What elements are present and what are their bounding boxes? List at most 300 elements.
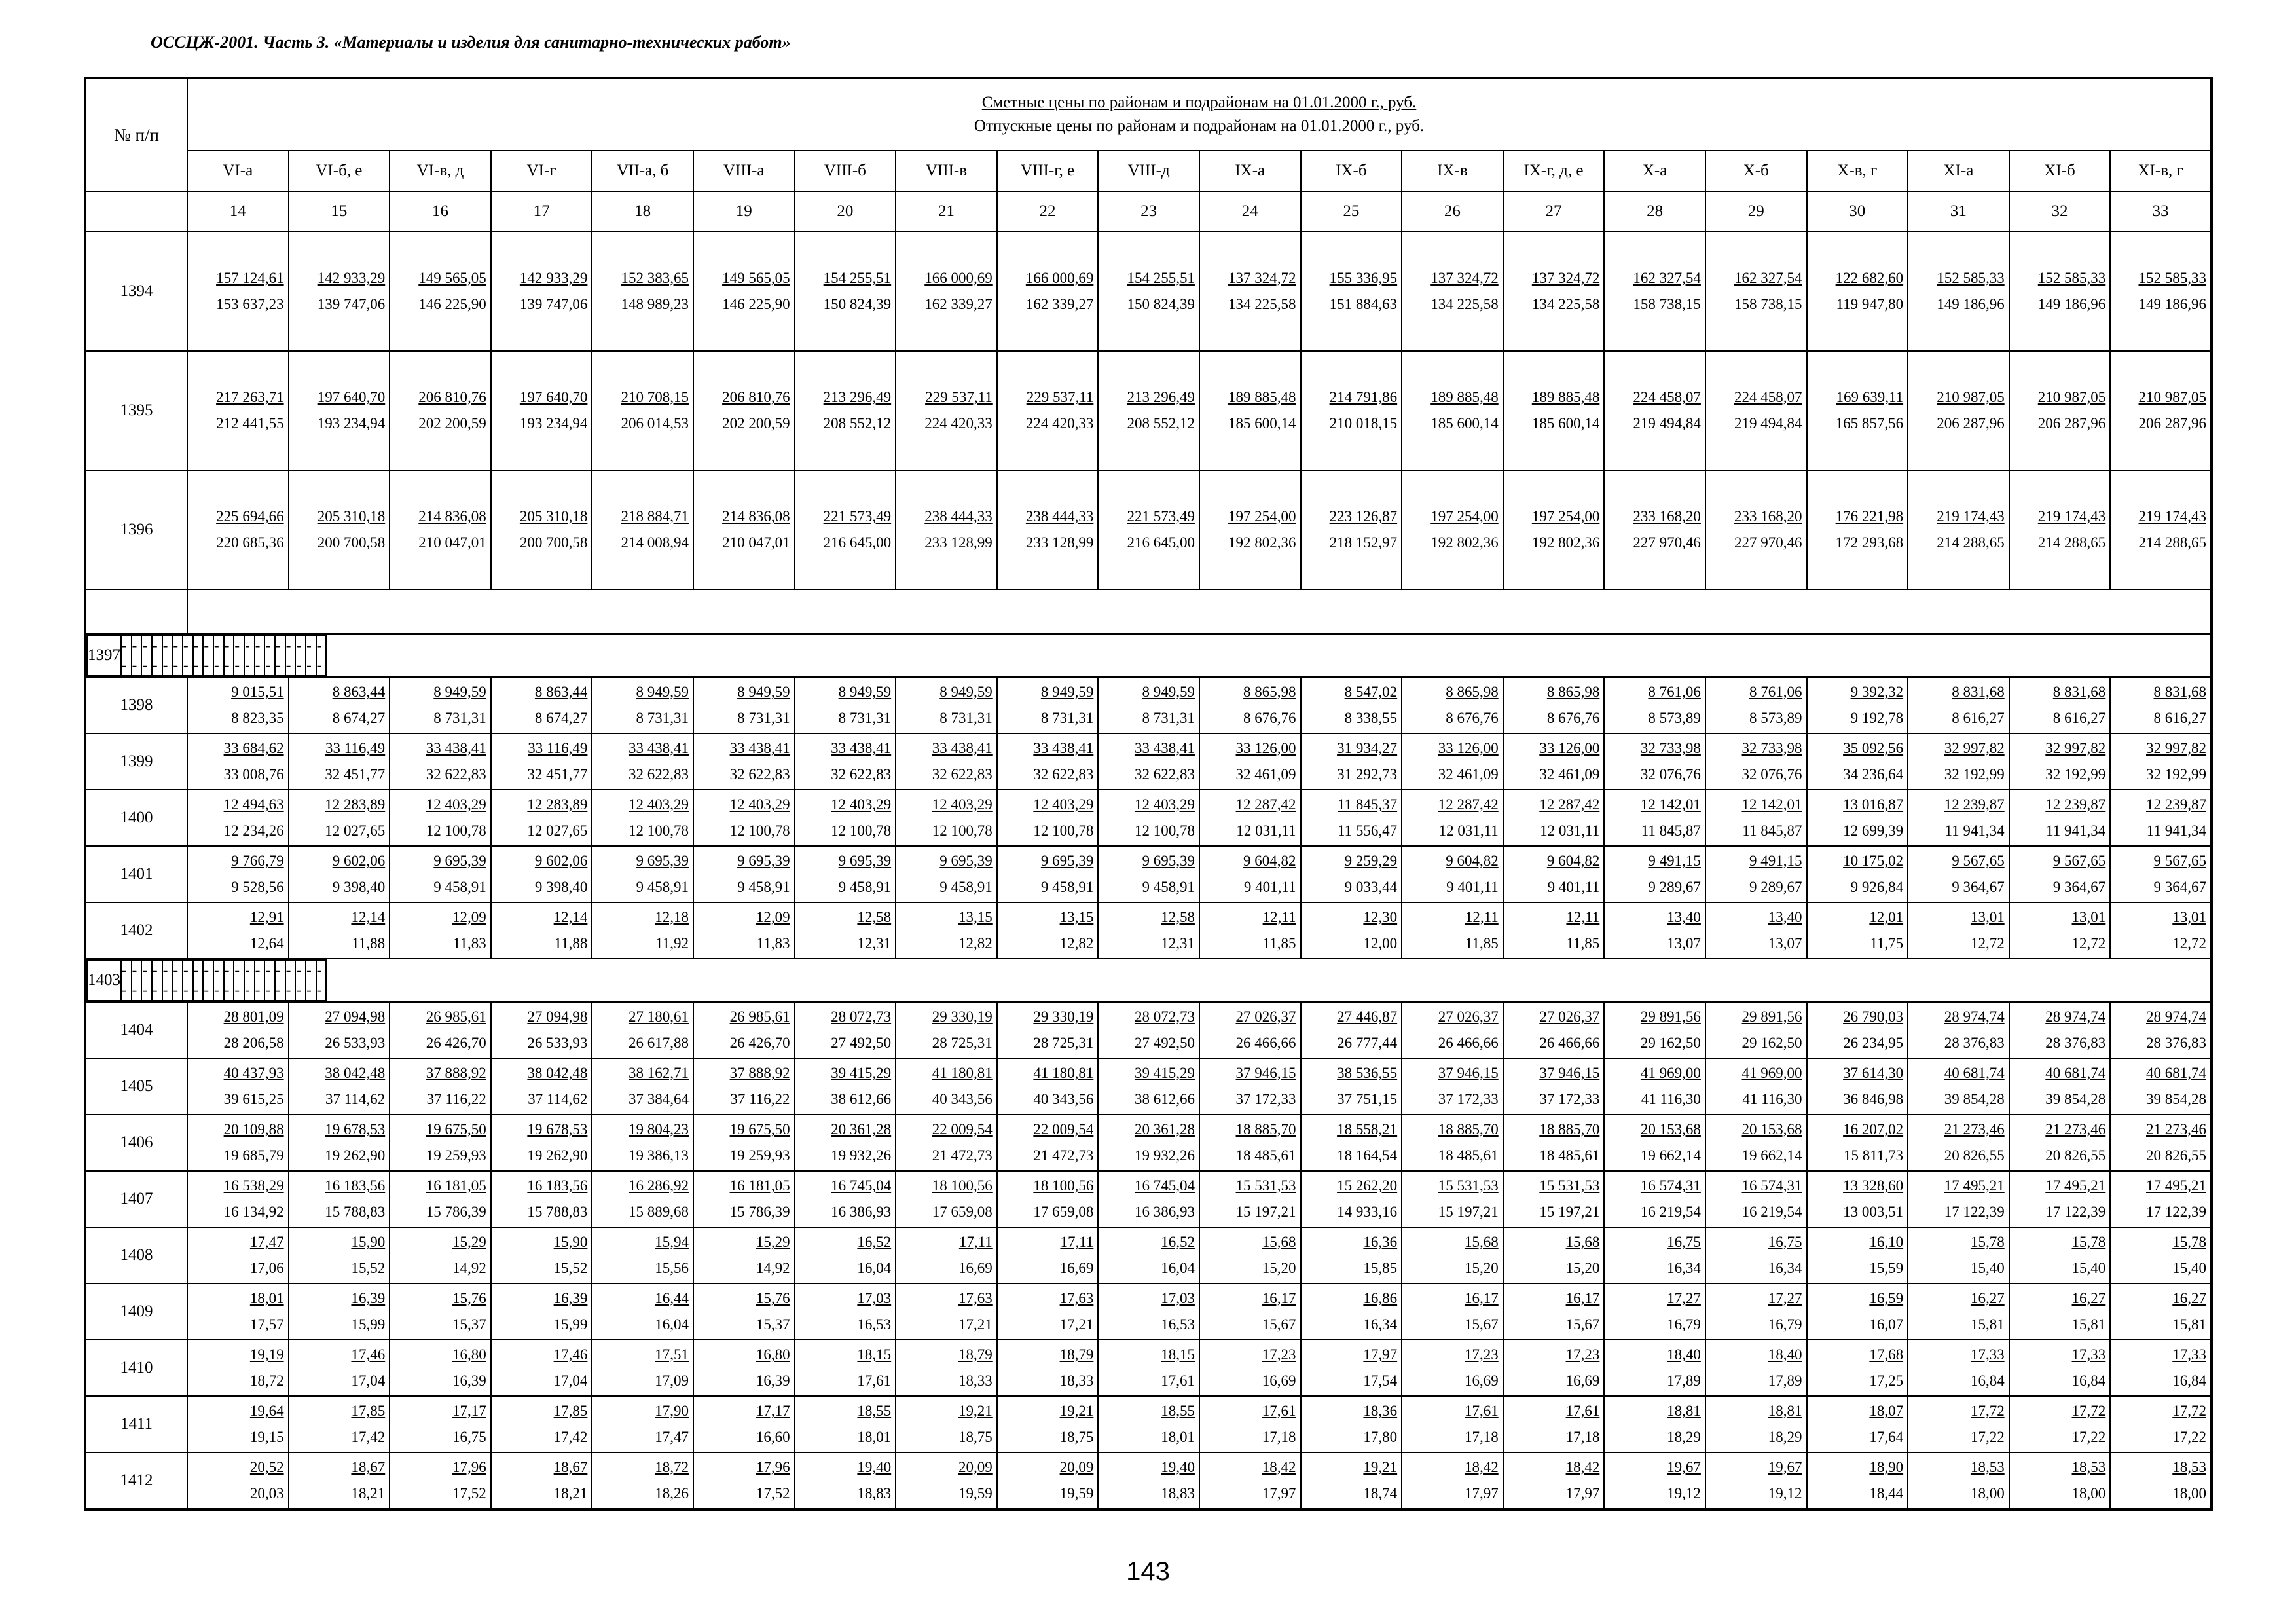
estimate-price: 16,17 (1262, 1290, 1296, 1306)
release-price: 9 926,84 (1850, 879, 1904, 895)
price-cell (162, 635, 173, 676)
estimate-price: 16 538,29 (223, 1177, 284, 1194)
price-cell (693, 902, 795, 959)
estimate-price: 210 987,05 (1937, 389, 2005, 405)
row-number (85, 589, 187, 634)
price-cell (491, 1283, 592, 1340)
release-price: 26 466,66 (1539, 1035, 1600, 1051)
release-price: 12 100,78 (628, 822, 689, 839)
estimate-price: 28 974,74 (2045, 1008, 2106, 1025)
price-cell (187, 1115, 289, 1171)
release-price: 202 200,59 (418, 415, 486, 432)
estimate-price: 17,97 (1363, 1346, 1398, 1363)
release-price: 18,29 (1667, 1429, 1701, 1445)
price-cell (1807, 846, 1908, 902)
release-price: - (276, 982, 281, 998)
price-cell (390, 232, 491, 351)
release-price: 28 725,31 (1033, 1035, 1094, 1051)
price-cell (1199, 1283, 1301, 1340)
price-cell (289, 677, 390, 733)
release-price: 8 676,76 (1446, 710, 1499, 726)
release-price: 12 031,11 (1438, 822, 1499, 839)
release-price: 16 219,54 (1741, 1204, 1802, 1220)
release-price: - (296, 982, 302, 998)
table-row (85, 1283, 2212, 1340)
row-number: 1399 (85, 733, 187, 790)
release-price: 17,54 (1363, 1373, 1398, 1389)
release-price: 32 451,77 (325, 766, 386, 783)
release-price: 19 685,79 (223, 1147, 284, 1164)
price-cell (1503, 351, 1605, 470)
estimate-price: 41 180,81 (932, 1065, 993, 1081)
estimate-price: - (306, 962, 312, 978)
estimate-price: 17,17 (756, 1403, 790, 1419)
release-price: 12,00 (1363, 935, 1398, 951)
release-price: 139 747,06 (317, 296, 386, 312)
column-number: 30 (1807, 191, 1908, 232)
release-price: 32 622,83 (426, 766, 486, 783)
table-row (85, 1452, 2212, 1509)
price-cell (2110, 846, 2212, 902)
estimate-price: 12,11 (1566, 909, 1600, 925)
estimate-price: 29 891,56 (1640, 1008, 1701, 1025)
release-price: 26 466,66 (1235, 1035, 1296, 1051)
release-price: 19,59 (958, 1485, 993, 1502)
estimate-price: 17,11 (958, 1234, 993, 1250)
release-price: 39 615,25 (223, 1091, 284, 1107)
estimate-price: 224 458,07 (1734, 389, 1802, 405)
estimate-price: 18,42 (1464, 1459, 1499, 1475)
estimate-price: 18,42 (1565, 1459, 1600, 1475)
release-price: 185 600,14 (1430, 415, 1499, 432)
release-price: 17,89 (1768, 1373, 1802, 1389)
release-price: 12 031,11 (1236, 822, 1296, 839)
estimate-price: 12 403,29 (1033, 796, 1094, 813)
price-cell (1503, 1171, 1605, 1227)
price-cell (172, 635, 183, 676)
estimate-price: 16,80 (756, 1346, 790, 1363)
release-price: - (285, 657, 291, 673)
estimate-price: 17 495,21 (1944, 1177, 2005, 1194)
estimate-price: - (162, 962, 168, 978)
price-cell (592, 1002, 693, 1058)
price-cell (1705, 351, 1807, 470)
price-cell (1503, 677, 1605, 733)
estimate-price: 15,78 (2172, 1234, 2206, 1250)
price-cell (1098, 677, 1199, 733)
release-price: 8 674,27 (534, 710, 588, 726)
release-price: 15,40 (2071, 1260, 2106, 1276)
price-cell (1604, 1171, 1705, 1227)
price-cell (1705, 733, 1807, 790)
price-cell (1402, 902, 1503, 959)
release-price: 38 612,66 (1134, 1091, 1195, 1107)
price-cell (289, 470, 390, 589)
estimate-price: 15,68 (1262, 1234, 1296, 1250)
estimate-price: 19 804,23 (628, 1121, 689, 1137)
release-price: 28 376,83 (1944, 1035, 2005, 1051)
price-cell (289, 1115, 390, 1171)
price-cell (2110, 1058, 2212, 1115)
price-cell (275, 960, 285, 1001)
release-price: 149 186,96 (1937, 296, 2005, 312)
price-cell (592, 1283, 693, 1340)
release-price: 17,97 (1262, 1485, 1296, 1502)
estimate-price: 15,76 (756, 1290, 790, 1306)
release-price: - (142, 657, 148, 673)
price-cell (2110, 1002, 2212, 1058)
release-price: 224 420,33 (924, 415, 993, 432)
price-cell (390, 1227, 491, 1283)
release-price: 134 225,58 (1531, 296, 1600, 312)
estimate-price: 17,68 (1869, 1346, 1904, 1363)
table-row (85, 1002, 2212, 1058)
estimate-price: 26 790,03 (1843, 1008, 1904, 1025)
estimate-price: 18 100,56 (1033, 1177, 1094, 1194)
release-price: 32 622,83 (628, 766, 689, 783)
estimate-price: 8 547,02 (1344, 684, 1398, 700)
release-price: - (214, 657, 219, 673)
price-cell (1402, 1396, 1503, 1452)
price-cell (997, 677, 1099, 733)
row-number: 1401 (85, 846, 187, 902)
estimate-price: 137 324,72 (1228, 270, 1296, 286)
release-price: 220 685,36 (216, 534, 284, 551)
estimate-price: 12 403,29 (1134, 796, 1195, 813)
estimate-price: 18,01 (249, 1290, 284, 1306)
release-price: 19 662,14 (1640, 1147, 1701, 1164)
release-price: 11 845,87 (1641, 822, 1701, 839)
release-price: 14 933,16 (1337, 1204, 1398, 1220)
estimate-price: 38 536,55 (1337, 1065, 1398, 1081)
estimate-price: 16,27 (2071, 1290, 2106, 1306)
estimate-price: 210 708,15 (621, 389, 689, 405)
release-price: 16,69 (958, 1260, 993, 1276)
estimate-price: - (276, 637, 281, 654)
price-cell (1301, 790, 1402, 846)
price-cell (1705, 902, 1807, 959)
price-cell (1807, 1396, 1908, 1452)
release-price: 17,64 (1869, 1429, 1904, 1445)
estimate-price: 166 000,69 (924, 270, 993, 286)
release-price: 26 426,70 (426, 1035, 486, 1051)
page-number: 143 (1126, 1557, 1170, 1586)
estimate-price: 16,52 (857, 1234, 892, 1250)
price-cell (187, 232, 289, 351)
release-price: 19 262,90 (325, 1147, 386, 1164)
price-cell (2009, 1340, 2111, 1396)
release-price: 18,75 (958, 1429, 993, 1445)
price-cell (1503, 1058, 1605, 1115)
column-number: 23 (1098, 191, 1199, 232)
estimate-price: 10 175,02 (1843, 853, 1904, 869)
estimate-price: 155 336,95 (1329, 270, 1398, 286)
price-cell (2110, 1227, 2212, 1283)
estimate-price: 219 174,43 (1937, 508, 2005, 525)
price-cell (1503, 1283, 1605, 1340)
release-price: 17 122,39 (2146, 1204, 2206, 1220)
price-cell (1604, 470, 1705, 589)
release-price: 18,01 (1161, 1429, 1195, 1445)
price-cell (896, 733, 997, 790)
price-cell (491, 1340, 592, 1396)
price-cell (1402, 1227, 1503, 1283)
release-price: 37 114,62 (325, 1091, 386, 1107)
release-price: 9 401,11 (1243, 879, 1296, 895)
release-price: 11,85 (1262, 935, 1296, 951)
estimate-price: 17,63 (1059, 1290, 1094, 1306)
estimate-price: 17,96 (452, 1459, 486, 1475)
estimate-price: 9 392,32 (1850, 684, 1904, 700)
release-price: 15,56 (655, 1260, 689, 1276)
release-price: 19,59 (1059, 1485, 1094, 1502)
price-cell (1503, 902, 1605, 959)
release-price: - (162, 657, 168, 673)
release-price: - (285, 982, 291, 998)
estimate-price: 17,23 (1262, 1346, 1296, 1363)
release-price: 37 116,22 (730, 1091, 790, 1107)
release-price: 16,84 (1970, 1373, 2005, 1389)
price-cell (491, 1396, 592, 1452)
release-price: 151 884,63 (1329, 296, 1398, 312)
release-price: 208 552,12 (823, 415, 892, 432)
price-cell (1199, 1002, 1301, 1058)
price-cell (997, 1002, 1099, 1058)
price-cell (693, 1227, 795, 1283)
estimate-price: 37 614,30 (1843, 1065, 1904, 1081)
release-price: 8 676,76 (1546, 710, 1600, 726)
estimate-price: 16,10 (1869, 1234, 1904, 1250)
price-cell (1301, 902, 1402, 959)
estimate-price: 214 836,08 (418, 508, 486, 525)
estimate-price: 19,19 (249, 1346, 284, 1363)
price-cell (390, 902, 491, 959)
price-table-body (85, 78, 2212, 1509)
release-price: 18,74 (1363, 1485, 1398, 1502)
title-line-release: Отпускные цены по районам и подрайонам на 01.01.2000 г., руб. (974, 117, 1425, 135)
price-cell (693, 677, 795, 733)
release-price: 11 556,47 (1337, 822, 1398, 839)
price-cell (2110, 677, 2212, 733)
release-price: 9 458,91 (636, 879, 689, 895)
estimate-price: 217 263,71 (216, 389, 284, 405)
estimate-price: 17,96 (756, 1459, 790, 1475)
column-number: 17 (491, 191, 592, 232)
price-cell (1908, 902, 2009, 959)
release-price: 17,21 (1059, 1316, 1094, 1333)
price-cell (2110, 1396, 2212, 1452)
estimate-price: 12,14 (553, 909, 588, 925)
release-price: 15 788,83 (527, 1204, 588, 1220)
estimate-price: 18,79 (958, 1346, 993, 1363)
release-price: 32 192,99 (2146, 766, 2206, 783)
estimate-price: 33 126,00 (1235, 740, 1296, 756)
price-cell (2009, 1396, 2111, 1452)
price-cell (1301, 1340, 1402, 1396)
price-cell (1098, 733, 1199, 790)
column-number: 14 (187, 191, 289, 232)
release-price: 39 854,28 (1944, 1091, 2005, 1107)
price-cell (592, 790, 693, 846)
price-cell (1705, 1115, 1807, 1171)
estimate-price: - (132, 962, 137, 978)
estimate-price: - (142, 962, 148, 978)
price-cell (2110, 1452, 2212, 1509)
price-cell (285, 960, 296, 1001)
price-cell (592, 846, 693, 902)
estimate-price: 15 531,53 (1539, 1177, 1600, 1194)
price-cell (1908, 1396, 2009, 1452)
price-cell (1503, 1227, 1605, 1283)
release-price: - (224, 982, 230, 998)
estimate-price: 33 438,41 (1134, 740, 1195, 756)
price-cell (1807, 1002, 1908, 1058)
release-price: 202 200,59 (722, 415, 790, 432)
release-price: 15,37 (756, 1316, 790, 1333)
price-cell (2110, 1115, 2212, 1171)
estimate-price: 18,53 (2172, 1459, 2206, 1475)
estimate-price: 15 531,53 (1235, 1177, 1296, 1194)
release-price: 14,92 (756, 1260, 790, 1276)
release-price: 17 122,39 (1944, 1204, 2005, 1220)
estimate-price: 20 361,28 (831, 1121, 892, 1137)
release-price: 21 472,73 (932, 1147, 993, 1164)
price-cell (1503, 232, 1605, 351)
price-cell (1705, 1340, 1807, 1396)
estimate-price: 18 100,56 (932, 1177, 993, 1194)
release-price: 17,97 (1464, 1485, 1499, 1502)
estimate-price: 229 537,11 (925, 389, 993, 405)
column-number: 29 (1705, 191, 1807, 232)
estimate-price: 9 695,39 (939, 853, 993, 869)
release-price: 16,79 (1768, 1316, 1802, 1333)
price-cell (1098, 1058, 1199, 1115)
release-price: 8 731,31 (433, 710, 486, 726)
estimate-price: 18,53 (2071, 1459, 2106, 1475)
estimate-price: - (276, 962, 281, 978)
release-price: - (162, 982, 168, 998)
release-price: 18,75 (1059, 1429, 1094, 1445)
estimate-price: 28 974,74 (2146, 1008, 2206, 1025)
price-cell (152, 960, 162, 1001)
estimate-price: 18 885,70 (1438, 1121, 1499, 1137)
release-price: 150 824,39 (823, 296, 892, 312)
price-cell (592, 902, 693, 959)
release-price: 185 600,14 (1531, 415, 1600, 432)
estimate-price: 9 604,82 (1446, 853, 1499, 869)
release-price: 8 731,31 (737, 710, 790, 726)
estimate-price: 17,23 (1565, 1346, 1600, 1363)
estimate-price: - (214, 962, 219, 978)
price-cell (896, 1340, 997, 1396)
price-cell (795, 1396, 896, 1452)
release-price: 12 027,65 (527, 822, 588, 839)
estimate-price: 221 573,49 (823, 508, 892, 525)
estimate-price: 38 162,71 (628, 1065, 689, 1081)
estimate-price: 12,91 (249, 909, 284, 925)
price-cell (997, 790, 1099, 846)
release-price: 8 616,27 (2052, 710, 2106, 726)
release-price: 19 932,26 (1134, 1147, 1195, 1164)
estimate-price: 20 361,28 (1134, 1121, 1195, 1137)
region-header: XI-в, г (2110, 151, 2212, 191)
price-cell (896, 232, 997, 351)
release-price: 32 622,83 (1134, 766, 1195, 783)
row-number: 1408 (85, 1227, 187, 1283)
price-cell (390, 1171, 491, 1227)
release-price: 21 472,73 (1033, 1147, 1094, 1164)
estimate-price: - (204, 962, 210, 978)
release-price: 15,52 (351, 1260, 386, 1276)
estimate-price: 197 254,00 (1228, 508, 1296, 525)
price-cell (1604, 1058, 1705, 1115)
row-number: 1404 (85, 1002, 187, 1058)
estimate-price: 238 444,33 (924, 508, 993, 525)
release-price: 9 364,67 (2052, 879, 2106, 895)
row-number: 1406 (85, 1115, 187, 1171)
price-cell (795, 1283, 896, 1340)
price-cell (1402, 1058, 1503, 1115)
price-cell (295, 635, 306, 676)
release-price: - (245, 982, 250, 998)
release-price: 16,75 (452, 1429, 486, 1445)
release-price: 8 573,89 (1749, 710, 1802, 726)
price-cell (390, 1452, 491, 1509)
price-cell (592, 232, 693, 351)
estimate-price: 16,17 (1565, 1290, 1600, 1306)
estimate-price: 17,33 (2172, 1346, 2206, 1363)
price-cell (1807, 1340, 1908, 1396)
release-price: 9 528,56 (231, 879, 284, 895)
release-price: 12 234,26 (223, 822, 284, 839)
region-header: VI-б, е (289, 151, 390, 191)
table-title (187, 78, 2212, 151)
price-cell (1807, 1452, 1908, 1509)
release-price: 165 857,56 (1835, 415, 1904, 432)
release-price: 19 932,26 (831, 1147, 892, 1164)
price-cell (693, 1452, 795, 1509)
release-price: 227 970,46 (1633, 534, 1701, 551)
release-price: 193 234,94 (519, 415, 588, 432)
estimate-price: 137 324,72 (1430, 270, 1499, 286)
estimate-price: - (132, 637, 137, 654)
release-price: 18,00 (1970, 1485, 2005, 1502)
price-cell (121, 635, 132, 676)
estimate-price: 9 567,65 (2052, 853, 2106, 869)
column-number: 18 (592, 191, 693, 232)
estimate-price: 17,17 (452, 1403, 486, 1419)
price-cell (1908, 677, 2009, 733)
estimate-price: - (214, 637, 219, 654)
estimate-price: 9 695,39 (1142, 853, 1195, 869)
price-cell (1604, 902, 1705, 959)
price-cell (592, 733, 693, 790)
row-number: 1403 (87, 960, 121, 1001)
release-price: 134 225,58 (1430, 296, 1499, 312)
release-price: - (153, 657, 158, 673)
estimate-price: 197 254,00 (1531, 508, 1600, 525)
estimate-price: - (122, 637, 127, 654)
price-cell (255, 960, 265, 1001)
estimate-price: 33 438,41 (426, 740, 486, 756)
price-cell (2110, 1283, 2212, 1340)
price-cell (1301, 1058, 1402, 1115)
estimate-price: 20 153,68 (1640, 1121, 1701, 1137)
release-price: 9 398,40 (332, 879, 386, 895)
estimate-price: 15 262,20 (1337, 1177, 1398, 1194)
release-price: 15,99 (351, 1316, 386, 1333)
estimate-price: 162 327,54 (1734, 270, 1802, 286)
